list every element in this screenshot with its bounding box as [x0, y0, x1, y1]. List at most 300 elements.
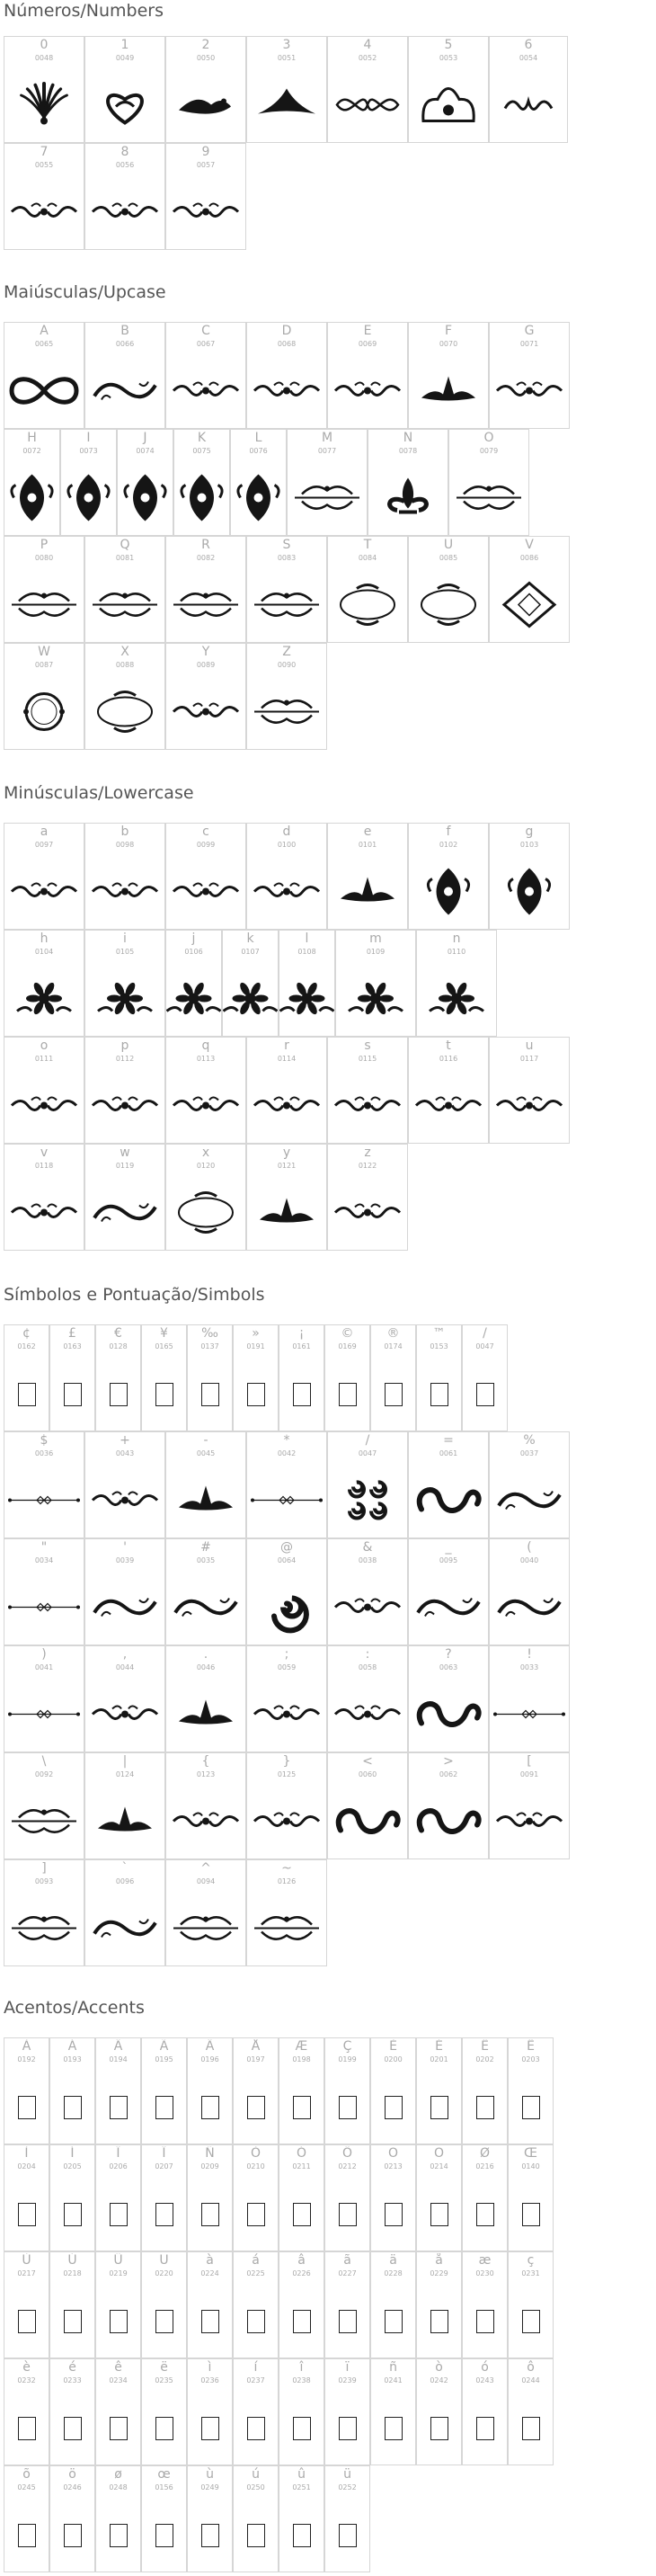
- glyph-code-label: 0209: [200, 2162, 219, 2170]
- glyph-cell: [416, 2358, 462, 2465]
- glyph-code-label: 0228: [384, 2269, 403, 2277]
- glyph-cell: [508, 2037, 554, 2144]
- glyph-code-label: 0059: [277, 1663, 297, 1671]
- glyph-code-label: 0109: [366, 948, 386, 956]
- divider-flourish-icon: [166, 174, 245, 249]
- glyph-cell: [84, 930, 165, 1037]
- glyph-cell: [416, 2251, 462, 2358]
- thin-line-icon: [4, 1677, 84, 1752]
- glyph-cell: [246, 322, 327, 429]
- glyph-code-label: 0227: [338, 2269, 357, 2277]
- glyph-cell: [246, 36, 327, 143]
- glyph-code-label: 0220: [155, 2269, 173, 2277]
- glyph-cell: [84, 536, 165, 643]
- glyph-character-label: ‰: [201, 1326, 218, 1341]
- divider-flourish-icon: [85, 1463, 164, 1538]
- missing-glyph-icon: [339, 1383, 357, 1406]
- glyph-code-label: 0200: [384, 2055, 403, 2063]
- glyph-code-label: 0216: [475, 2162, 494, 2170]
- glyph-cell: [370, 2144, 416, 2251]
- missing-glyph-icon: [430, 2310, 448, 2333]
- divider-flourish-icon: [328, 1068, 407, 1143]
- glyph-character-label: \: [41, 1754, 47, 1769]
- divider-flourish-icon: [247, 854, 326, 929]
- glyph-character-label: ¢: [22, 1326, 31, 1341]
- missing-glyph-icon: [110, 2524, 128, 2547]
- glyph-character-label: J: [143, 431, 147, 445]
- divider-flourish-icon: [409, 1068, 488, 1143]
- glyph-cell: [489, 322, 570, 429]
- glyph-character-label: È: [389, 2039, 397, 2054]
- missing-glyph-icon: [293, 1383, 311, 1406]
- glyph-cell: [165, 536, 246, 643]
- divider-flourish-icon: [247, 353, 326, 428]
- divider-flourish-icon: [247, 1677, 326, 1752]
- glyph-cell: [4, 2465, 49, 2572]
- glyph-cell: [233, 2251, 279, 2358]
- glyph-character-label: #: [200, 1540, 211, 1555]
- missing-glyph-icon: [522, 2310, 540, 2333]
- glyph-cell: [49, 2144, 95, 2251]
- glyph-cell: [408, 36, 489, 143]
- quad-swirl-icon: [328, 1463, 407, 1538]
- crest-ornament-icon: [166, 1463, 245, 1538]
- glyph-cell: [4, 1752, 84, 1859]
- glyph-cell: [4, 1538, 84, 1645]
- glyph-cell: [327, 1431, 408, 1538]
- glyph-code-label: 0034: [34, 1556, 54, 1564]
- glyph-character-label: r: [284, 1038, 289, 1053]
- missing-glyph-icon: [110, 2417, 128, 2440]
- glyph-code-label: 0087: [34, 661, 54, 669]
- glyph-character-label: V: [525, 538, 534, 552]
- glyph-code-label: 0080: [34, 554, 54, 562]
- glyph-code-label: 0079: [479, 447, 499, 455]
- glyph-cell: [246, 1431, 327, 1538]
- glyph-code-label: 0037: [519, 1449, 539, 1457]
- missing-glyph-icon: [64, 2310, 82, 2333]
- divider-flourish-icon: [166, 674, 245, 749]
- glyph-code-label: 0213: [384, 2162, 403, 2170]
- divider-flourish-icon: [247, 1784, 326, 1858]
- glyph-cell: [187, 2358, 233, 2465]
- glyph-cell: [95, 2465, 141, 2572]
- divider-flourish-icon: [328, 353, 407, 428]
- glyph-character-label: ï: [345, 2360, 350, 2375]
- missing-glyph-icon: [247, 2417, 265, 2440]
- glyph-code-label: 0042: [277, 1449, 297, 1457]
- glyph-character-label: L: [254, 431, 262, 445]
- divider-flourish-icon: [490, 1784, 569, 1858]
- section-title-upcase: Maiúsculas/Upcase: [4, 282, 166, 302]
- glyph-character-label: ô: [527, 2360, 535, 2375]
- glyph-cell: [60, 429, 117, 536]
- divider-flourish-icon: [166, 1784, 245, 1858]
- glyph-character-label: Ñ: [205, 2146, 215, 2161]
- glyph-character-label: Ü: [159, 2253, 169, 2268]
- glyph-character-label: %: [523, 1433, 536, 1448]
- glyph-cell: [117, 429, 173, 536]
- glyph-code-label: 0095: [439, 1556, 458, 1564]
- glyph-code-label: 0201: [430, 2055, 448, 2063]
- glyph-character-label: õ: [22, 2467, 31, 2482]
- missing-glyph-icon: [155, 2310, 173, 2333]
- glyph-character-label: ì: [208, 2360, 212, 2375]
- glyph-character-label: Ù: [22, 2253, 31, 2268]
- glyph-character-label: Ã: [159, 2039, 169, 2054]
- glyph-character-label: l: [305, 931, 309, 946]
- glyph-cell: [324, 2358, 370, 2465]
- glyph-character-label: >: [443, 1754, 454, 1769]
- glyph-character-label: è: [22, 2360, 31, 2375]
- glyph-cell: [279, 2037, 324, 2144]
- glyph-character-label: R: [201, 538, 210, 552]
- glyph-character-label: `: [121, 1861, 129, 1876]
- glyph-character-label: ?: [445, 1647, 452, 1662]
- glyph-code-label: 0224: [200, 2269, 219, 2277]
- missing-glyph-icon: [64, 2203, 82, 2226]
- glyph-cell: [324, 2465, 370, 2572]
- glyph-code-label: 0076: [249, 447, 268, 455]
- glyph-character-label: q: [201, 1038, 210, 1053]
- missing-glyph-icon: [201, 2203, 219, 2226]
- glyph-character-label: *: [283, 1433, 290, 1448]
- glyph-character-label: 8: [120, 145, 129, 159]
- missing-glyph-icon: [339, 2417, 357, 2440]
- glyph-character-label: Y: [201, 645, 210, 659]
- glyph-cell: [279, 1324, 324, 1431]
- divider-flourish-icon: [166, 353, 245, 428]
- glyph-cell: [408, 1752, 489, 1859]
- glyph-code-label: 0239: [338, 2376, 357, 2384]
- glyph-cell: [84, 643, 165, 750]
- glyph-cell: [408, 322, 489, 429]
- glyph-cell: [230, 429, 287, 536]
- missing-glyph-icon: [64, 2524, 82, 2547]
- glyph-character-label: m: [369, 931, 382, 946]
- frame-ornament-icon: [4, 1784, 84, 1858]
- glyph-character-label: y: [282, 1145, 291, 1160]
- missing-glyph-icon: [155, 2417, 173, 2440]
- frame-ornament-icon: [247, 674, 326, 749]
- glyph-code-label: 0053: [439, 54, 458, 62]
- glyph-code-label: 0090: [277, 661, 297, 669]
- glyph-code-label: 0210: [246, 2162, 265, 2170]
- glyph-cell: [246, 1645, 327, 1752]
- glyph-code-label: 0061: [439, 1449, 458, 1457]
- glyph-character-label: å: [435, 2253, 443, 2268]
- glyph-character-label: X: [120, 645, 129, 659]
- glyph-code-label: 0071: [519, 340, 539, 348]
- wave-swirl-icon: [409, 1463, 488, 1538]
- glyph-code-label: 0048: [34, 54, 54, 62]
- glyph-cell: [4, 1431, 84, 1538]
- glyph-code-label: 0249: [200, 2483, 219, 2491]
- glyph-cell: [187, 2251, 233, 2358]
- glyph-cell: [95, 2144, 141, 2251]
- glyph-code-label: 0097: [34, 841, 54, 849]
- glyph-cell: [408, 1538, 489, 1645]
- glyph-character-label: T: [363, 538, 372, 552]
- glyph-character-label: ò: [435, 2360, 443, 2375]
- missing-glyph-icon: [476, 1383, 494, 1406]
- glyph-character-label: œ: [157, 2467, 171, 2482]
- glyph-character-label: ç: [527, 2253, 535, 2268]
- glyph-character-label: Q: [120, 538, 130, 552]
- glyph-code-label: 0243: [475, 2376, 494, 2384]
- glyph-code-label: 0193: [63, 2055, 82, 2063]
- missing-glyph-icon: [155, 2096, 173, 2119]
- glyph-code-label: 0162: [17, 1342, 36, 1350]
- divider-flourish-icon: [490, 1068, 569, 1143]
- missing-glyph-icon: [18, 1383, 36, 1406]
- glyph-character-label: -: [203, 1433, 208, 1448]
- glyph-code-label: 0233: [63, 2376, 82, 2384]
- glyph-cell: [327, 1645, 408, 1752]
- glyph-character-label: [: [527, 1754, 532, 1769]
- thin-line-icon: [490, 1677, 569, 1752]
- floral-cluster-icon: [85, 961, 164, 1036]
- glyph-code-label: 0238: [292, 2376, 311, 2384]
- missing-glyph-icon: [339, 2096, 357, 2119]
- glyph-character-label: &: [362, 1540, 373, 1555]
- crest-ornament-icon: [328, 854, 407, 929]
- glyph-cell: [246, 1538, 327, 1645]
- glyph-character-label: é: [68, 2360, 76, 2375]
- glyph-cell: [4, 1324, 49, 1431]
- glyph-cell: [222, 930, 279, 1037]
- glyph-cell: [84, 143, 165, 250]
- glyph-code-label: 0229: [430, 2269, 448, 2277]
- glyph-character-label: ]: [41, 1861, 47, 1876]
- missing-glyph-icon: [476, 2203, 494, 2226]
- glyph-code-label: 0115: [358, 1055, 377, 1063]
- glyph-code-label: 0068: [277, 340, 297, 348]
- glyph-cell: [246, 1752, 327, 1859]
- glyph-code-label: 0251: [292, 2483, 311, 2491]
- divider-flourish-icon: [4, 854, 84, 929]
- glyph-character-label: €: [114, 1326, 122, 1341]
- glyph-code-label: 0116: [439, 1055, 458, 1063]
- missing-glyph-icon: [201, 2310, 219, 2333]
- glyph-cell: [4, 823, 84, 930]
- glyph-character-label: Ë: [527, 2039, 535, 2054]
- glyph-code-label: 0231: [521, 2269, 540, 2277]
- glyph-code-label: 0121: [277, 1162, 297, 1170]
- glyph-code-label: 0156: [155, 2483, 173, 2491]
- glyph-cell: [84, 322, 165, 429]
- glyph-character-label: H: [27, 431, 37, 445]
- missing-glyph-icon: [110, 2310, 128, 2333]
- crest-ornament-icon: [247, 1175, 326, 1250]
- small-scroll-icon: [490, 67, 567, 142]
- glyph-code-label: 0096: [115, 1877, 135, 1885]
- glyph-cell: [4, 1144, 84, 1251]
- glyph-cell: [416, 1324, 462, 1431]
- glyph-character-label: K: [197, 431, 207, 445]
- glyph-code-label: 0195: [155, 2055, 173, 2063]
- glyph-character-label: _: [445, 1540, 452, 1555]
- missing-glyph-icon: [385, 2203, 403, 2226]
- missing-glyph-icon: [339, 2203, 357, 2226]
- oval-frame-icon: [85, 674, 164, 749]
- glyph-code-label: 0225: [246, 2269, 265, 2277]
- glyph-cell: [4, 1645, 84, 1752]
- glyph-cell: [4, 643, 84, 750]
- glyph-code-label: 0137: [200, 1342, 219, 1350]
- glyph-code-label: 0202: [475, 2055, 494, 2063]
- missing-glyph-icon: [247, 2524, 265, 2547]
- damask-icon: [4, 460, 59, 535]
- glyph-code-label: 0081: [115, 554, 135, 562]
- glyph-code-label: 0252: [338, 2483, 357, 2491]
- glyph-character-label: Ç: [342, 2039, 352, 2054]
- glyph-cell: [165, 823, 246, 930]
- missing-glyph-icon: [247, 1383, 265, 1406]
- glyph-code-label: 0250: [246, 2483, 265, 2491]
- glyph-code-label: 0205: [63, 2162, 82, 2170]
- glyph-code-label: 0088: [115, 661, 135, 669]
- section-title-numbers: Números/Numbers: [4, 1, 164, 21]
- glyph-cell: [49, 1324, 95, 1431]
- glyph-cell: [489, 823, 570, 930]
- glyph-cell: [84, 36, 165, 143]
- frame-ornament-icon: [288, 460, 367, 535]
- floral-cluster-icon: [279, 961, 334, 1036]
- glyph-character-label: O: [483, 431, 494, 445]
- glyph-code-label: 0226: [292, 2269, 311, 2277]
- glyph-cell: [462, 2251, 508, 2358]
- missing-glyph-icon: [339, 2524, 357, 2547]
- glyph-character-label: !: [527, 1647, 532, 1662]
- glyph-character-label: £: [68, 1326, 76, 1341]
- glyph-character-label: À: [22, 2039, 31, 2054]
- glyph-code-label: 0033: [519, 1663, 539, 1671]
- missing-glyph-icon: [201, 2524, 219, 2547]
- glyph-character-label: E: [363, 324, 372, 338]
- glyph-character-label: ¥: [160, 1326, 168, 1341]
- glyph-code-label: 0206: [109, 2162, 128, 2170]
- missing-glyph-icon: [18, 2310, 36, 2333]
- glyph-code-label: 0082: [196, 554, 216, 562]
- swirl-ornament-icon: [85, 1891, 164, 1965]
- glyph-cell: [408, 1431, 489, 1538]
- glyph-character-label: ù: [206, 2467, 214, 2482]
- divider-flourish-icon: [328, 1677, 407, 1752]
- glyph-code-label: 0246: [63, 2483, 82, 2491]
- floral-cluster-icon: [223, 961, 278, 1036]
- missing-glyph-icon: [293, 2096, 311, 2119]
- glyph-code-label: 0119: [115, 1162, 135, 1170]
- glyph-cell: [327, 536, 408, 643]
- glyph-character-label: f: [446, 824, 451, 839]
- glyph-code-label: 0217: [17, 2269, 36, 2277]
- glyph-cell: [165, 322, 246, 429]
- glyph-code-label: 0112: [115, 1055, 135, 1063]
- glyph-character-label: Ú: [67, 2253, 77, 2268]
- glyph-cell: [187, 2465, 233, 2572]
- glyph-cell: [233, 2144, 279, 2251]
- swirl-ornament-icon: [166, 1570, 245, 1645]
- glyph-code-label: 0230: [475, 2269, 494, 2277]
- missing-glyph-icon: [247, 2310, 265, 2333]
- glyph-code-label: 0066: [115, 340, 135, 348]
- glyph-character-label: Ô: [341, 2146, 353, 2161]
- glyph-code-label: 0045: [196, 1449, 216, 1457]
- glyph-code-label: 0074: [136, 447, 155, 455]
- glyph-code-label: 0038: [358, 1556, 377, 1564]
- glyph-code-label: 0203: [521, 2055, 540, 2063]
- swirl-ornament-icon: [85, 353, 164, 428]
- glyph-cell: [246, 643, 327, 750]
- glyph-code-label: 0117: [519, 1055, 539, 1063]
- glyph-cell: [246, 1144, 327, 1251]
- glyph-character-label: s: [364, 1038, 371, 1053]
- glyph-character-label: A: [40, 324, 49, 338]
- missing-glyph-icon: [430, 2203, 448, 2226]
- swirl-ornament-icon: [85, 1570, 164, 1645]
- glyph-character-label: à: [206, 2253, 214, 2268]
- glyph-cell: [327, 1144, 408, 1251]
- section-title-accents: Acentos/Accents: [4, 1998, 145, 2018]
- glyph-character-label: 2: [201, 38, 210, 52]
- glyph-code-label: 0046: [196, 1663, 216, 1671]
- glyph-code-label: 0086: [519, 554, 539, 562]
- missing-glyph-icon: [293, 2524, 311, 2547]
- glyph-cell: [508, 2251, 554, 2358]
- knot-ornament-icon: [328, 67, 407, 142]
- missing-glyph-icon: [385, 1383, 403, 1406]
- frame-ornament-icon: [4, 567, 84, 642]
- glyph-cell: [4, 2358, 49, 2465]
- glyph-code-label: 0204: [17, 2162, 36, 2170]
- missing-glyph-icon: [18, 2417, 36, 2440]
- damask-icon: [118, 460, 173, 535]
- glyph-code-label: 0058: [358, 1663, 377, 1671]
- glyph-character-label: Ê: [481, 2039, 489, 2054]
- glyph-cell: [141, 2465, 187, 2572]
- glyph-cell: [141, 2144, 187, 2251]
- glyph-code-label: 0232: [17, 2376, 36, 2384]
- glyph-character-label: F: [444, 324, 453, 338]
- bird-flourish-icon: [166, 67, 245, 142]
- glyph-code-label: 0043: [115, 1449, 135, 1457]
- glyph-character-label: Z: [282, 645, 291, 659]
- glyph-code-label: 0070: [439, 340, 458, 348]
- divider-flourish-icon: [328, 1175, 407, 1250]
- glyph-cell: [279, 2144, 324, 2251]
- glyph-cell: [233, 1324, 279, 1431]
- glyph-cell: [165, 1538, 246, 1645]
- swirl-ornament-icon: [490, 1570, 569, 1645]
- glyph-code-label: 0174: [384, 1342, 403, 1350]
- glyph-cell: [4, 429, 60, 536]
- glyph-character-label: {: [201, 1754, 210, 1769]
- thin-line-icon: [4, 1463, 84, 1538]
- glyph-code-label: 0165: [155, 1342, 173, 1350]
- glyph-code-label: 0236: [200, 2376, 219, 2384]
- glyph-character-label: W: [38, 645, 50, 659]
- glyph-character-label: j: [191, 931, 196, 946]
- damask-icon: [409, 854, 488, 929]
- glyph-code-label: 0063: [439, 1663, 458, 1671]
- glyph-character-label: :: [365, 1647, 370, 1662]
- glyph-cell: [141, 2037, 187, 2144]
- glyph-cell: [370, 2358, 416, 2465]
- glyph-code-label: 0214: [430, 2162, 448, 2170]
- crest-ornament-icon: [85, 1784, 164, 1858]
- glyph-cell: [489, 1037, 570, 1144]
